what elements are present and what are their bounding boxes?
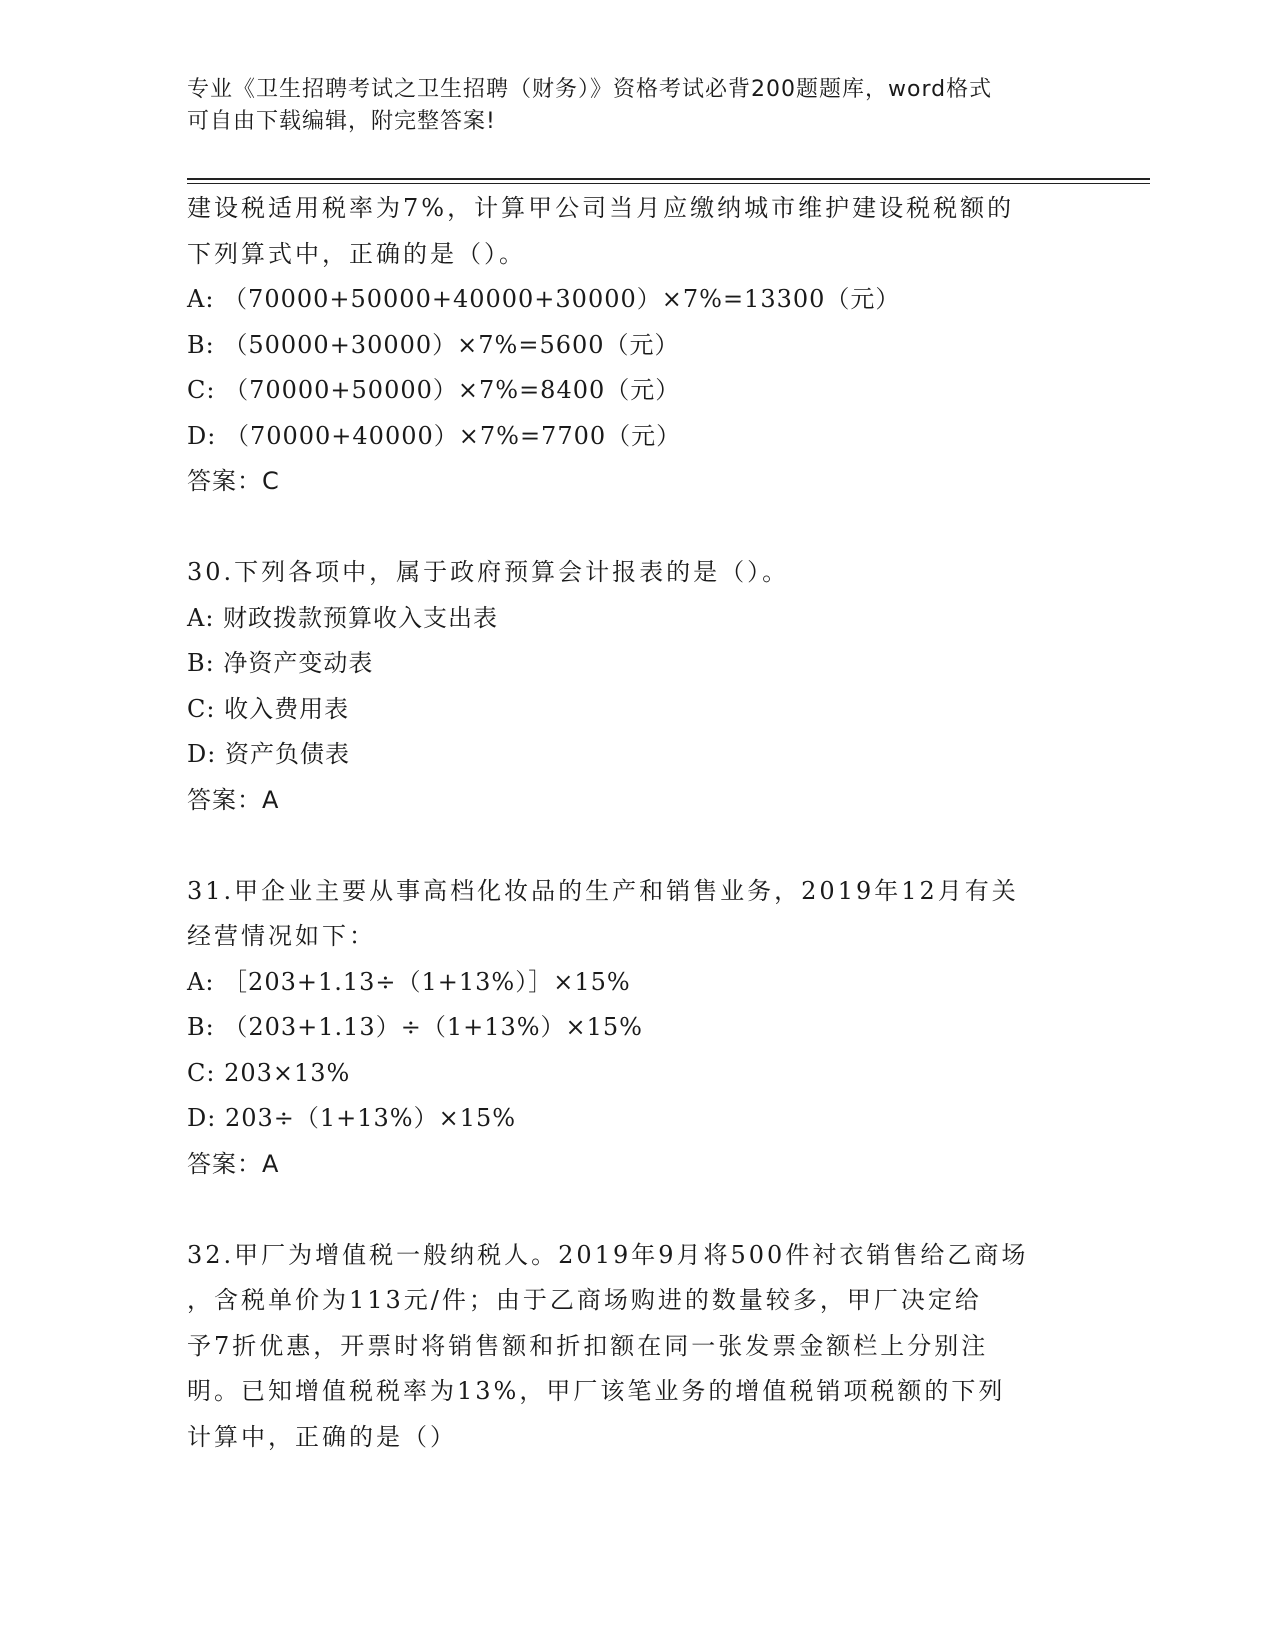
question-stem-line: ，含税单价为113元/件；由于乙商场购进的数量较多，甲厂决定给 (187, 1286, 982, 1314)
header-line-1: 专业《卫生招聘考试之卫生招聘（财务）》资格考试必背200题题库，word格式 (187, 77, 993, 102)
question-stem-line: 予7折优惠，开票时将销售额和折扣额在同一张发票金额栏上分别注 (187, 1331, 989, 1360)
option-a: A: ［203+1.13÷（1+13%）］×15% (187, 967, 631, 996)
question-block-32 (187, 1233, 1087, 1461)
header-divider (187, 178, 1150, 184)
option-c: C: 收入费用表 (187, 694, 350, 723)
answer-line: 答案：A (187, 1149, 280, 1178)
divider-thick-line (187, 178, 1150, 180)
question-stem-line: 建设税适用税率为7%，计算甲公司当月应缴纳城市维护建设税税额的 (187, 194, 1015, 222)
header-line-2: 可自由下载编辑，附完整答案! (187, 109, 496, 134)
option-d: D: （70000+40000）×7%=7700（元） (187, 421, 682, 450)
spacer (187, 1187, 1087, 1233)
spacer (187, 505, 1087, 551)
question-stem-line: 31.甲企业主要从事高档化妆品的生产和销售业务，2019年12月有关 (187, 876, 1019, 905)
question-block-31 (187, 869, 1087, 1188)
spacer (187, 823, 1087, 869)
option-b: B: 净资产变动表 (187, 649, 374, 677)
answer-line: 答案：C (187, 467, 280, 495)
question-stem-line: 明。已知增值税税率为13%，甲厂该笔业务的增值税销项税额的下列 (187, 1377, 1006, 1405)
question-stem-line: 32.甲厂为增值税一般纳税人。2019年9月将500件衬衣销售给乙商场 (187, 1240, 1029, 1269)
option-c: C: 203×13% (187, 1058, 351, 1087)
question-stem-line: 经营情况如下： (187, 922, 376, 950)
option-a: A: （70000+50000+40000+30000）×7%=13300（元） (187, 285, 901, 313)
option-b: B: （203+1.13）÷（1+13%）×15% (187, 1013, 643, 1041)
option-d: D: 资产负债表 (187, 740, 350, 768)
question-list (187, 186, 1087, 1460)
option-c: C: （70000+50000）×7%=8400（元） (187, 376, 681, 404)
option-a: A: 财政拨款预算收入支出表 (187, 603, 499, 632)
question-stem-line: 30.下列各项中，属于政府预算会计报表的是（）。 (187, 558, 790, 586)
question-stem-line: 下列算式中，正确的是（）。 (187, 239, 526, 268)
option-d: D: 203÷（1+13%）×15% (187, 1104, 517, 1132)
answer-line: 答案：A (187, 785, 280, 814)
question-stem-line: 计算中，正确的是（） (187, 1422, 457, 1451)
document-header (187, 74, 1087, 138)
option-b: B: （50000+30000）×7%=5600（元） (187, 330, 680, 359)
question-block-29 (187, 186, 1087, 505)
divider-thin-line (187, 183, 1150, 184)
question-block-30 (187, 550, 1087, 823)
